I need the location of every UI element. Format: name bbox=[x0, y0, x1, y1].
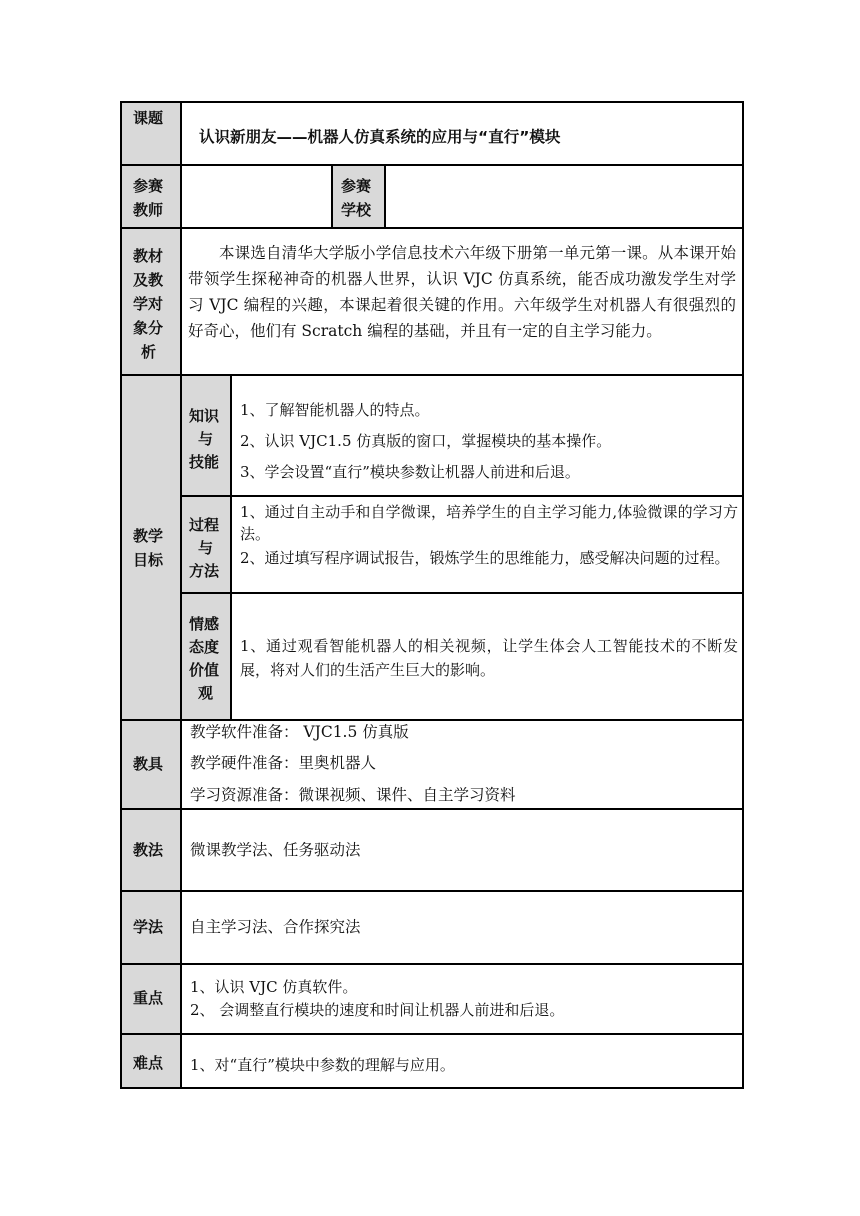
analysis-label-line: 学对 bbox=[133, 295, 164, 313]
teacher-school-divider-right bbox=[384, 164, 386, 228]
row-divider bbox=[120, 963, 744, 965]
key-points-item: 1、认识 VJC 仿真软件。 bbox=[190, 978, 358, 996]
process-label-line: 过程 bbox=[189, 516, 220, 534]
analysis-label-line: 教材 bbox=[133, 247, 164, 265]
emotion-item: 1、通过观看智能机器人的相关视频，让学生体会人工智能技术的不断发展，将对人们的生活产生巨大的影响。 bbox=[240, 637, 738, 679]
difficulty-label: 难点 bbox=[133, 1054, 164, 1072]
school-label-line2: 学校 bbox=[341, 201, 372, 219]
tools-item: 教学硬件准备：里奥机器人 bbox=[190, 754, 377, 772]
teacher-label-line2: 教师 bbox=[133, 201, 164, 219]
knowledge-item: 1、了解智能机器人的特点。 bbox=[240, 401, 430, 419]
teacher-school-divider-left bbox=[331, 164, 333, 228]
school-label-line1: 参赛 bbox=[341, 177, 372, 195]
knowledge-label-line: 技能 bbox=[189, 453, 220, 471]
label-column-divider bbox=[180, 101, 182, 1089]
goals-label-line2: 目标 bbox=[133, 551, 164, 569]
row-divider bbox=[120, 808, 744, 810]
knowledge-label-line: 与 bbox=[198, 430, 214, 448]
process-item: 2、通过填写程序调试报告，锻炼学生的思维能力，感受解决问题的过程。 bbox=[240, 549, 730, 567]
emotion-label-line: 价值 bbox=[189, 661, 220, 679]
knowledge-label-line: 知识 bbox=[189, 407, 220, 425]
knowledge-item: 3、学会设置“直行”模块参数让机器人前进和后退。 bbox=[240, 463, 580, 481]
tools-item: 学习资源准备：微课视频、课件、自主学习资料 bbox=[190, 786, 516, 804]
analysis-label-line: 析 bbox=[141, 343, 157, 361]
learning-method-label: 学法 bbox=[133, 918, 164, 936]
key-points-item: 2、 会调整直行模块的速度和时间让机器人前进和后退。 bbox=[190, 1001, 565, 1019]
tools-item: 教学软件准备： VJC1.5 仿真版 bbox=[190, 723, 409, 741]
analysis-label-line: 及教 bbox=[133, 271, 164, 289]
goals-subrow-divider bbox=[180, 592, 744, 594]
row-divider bbox=[120, 164, 744, 166]
teacher-label-line1: 参赛 bbox=[133, 177, 164, 195]
topic-value: 认识新朋友——机器人仿真系统的应用与“直行”模块 bbox=[199, 128, 561, 146]
teaching-method-label: 教法 bbox=[133, 841, 164, 859]
row-divider bbox=[120, 890, 744, 892]
goals-subcolumn-divider bbox=[230, 374, 232, 720]
learning-method-value: 自主学习法、合作探究法 bbox=[190, 918, 361, 936]
tools-label: 教具 bbox=[133, 755, 164, 773]
table-border-top bbox=[120, 101, 744, 103]
table-border-bottom bbox=[120, 1087, 744, 1089]
goals-subrow-divider bbox=[180, 495, 744, 497]
table-border-left bbox=[120, 101, 122, 1089]
emotion-label-line: 情感 bbox=[189, 615, 220, 633]
row-divider bbox=[120, 1033, 744, 1035]
analysis-text: 本课选自清华大学版小学信息技术六年级下册第一单元第一课。从本课开始带领学生探秘神奇的机器人世界，认识 VJC 仿真系统，能否成功激发学生对学习 VJC 编程的兴趣，本课起着很关键的作用。六年级学生对机器人有很强烈的好奇心，他们有 Scratch 编程的基础，并且有一定的自主学习能力。 bbox=[188, 244, 736, 340]
process-label-line: 方法 bbox=[189, 562, 220, 580]
process-item: 1、通过自主动手和自学微课，培养学生的自主学习能力,体验微课的学习方法。 bbox=[240, 503, 738, 543]
topic-label: 课题 bbox=[133, 109, 164, 127]
goals-label-line1: 教学 bbox=[133, 527, 164, 545]
emotion-label-line: 态度 bbox=[189, 638, 220, 656]
row-divider bbox=[120, 227, 744, 229]
key-points-label: 重点 bbox=[133, 989, 164, 1007]
analysis-label-line: 象分 bbox=[133, 319, 164, 337]
emotion-label-line: 观 bbox=[198, 684, 214, 702]
table-border-right bbox=[742, 101, 744, 1089]
row-divider bbox=[120, 374, 744, 376]
difficulty-item: 1、对“直行”模块中参数的理解与应用。 bbox=[190, 1056, 455, 1074]
teaching-method-value: 微课教学法、任务驱动法 bbox=[190, 841, 361, 859]
knowledge-item: 2、认识 VJC1.5 仿真版的窗口，掌握模块的基本操作。 bbox=[240, 432, 612, 450]
process-label-line: 与 bbox=[198, 539, 214, 557]
